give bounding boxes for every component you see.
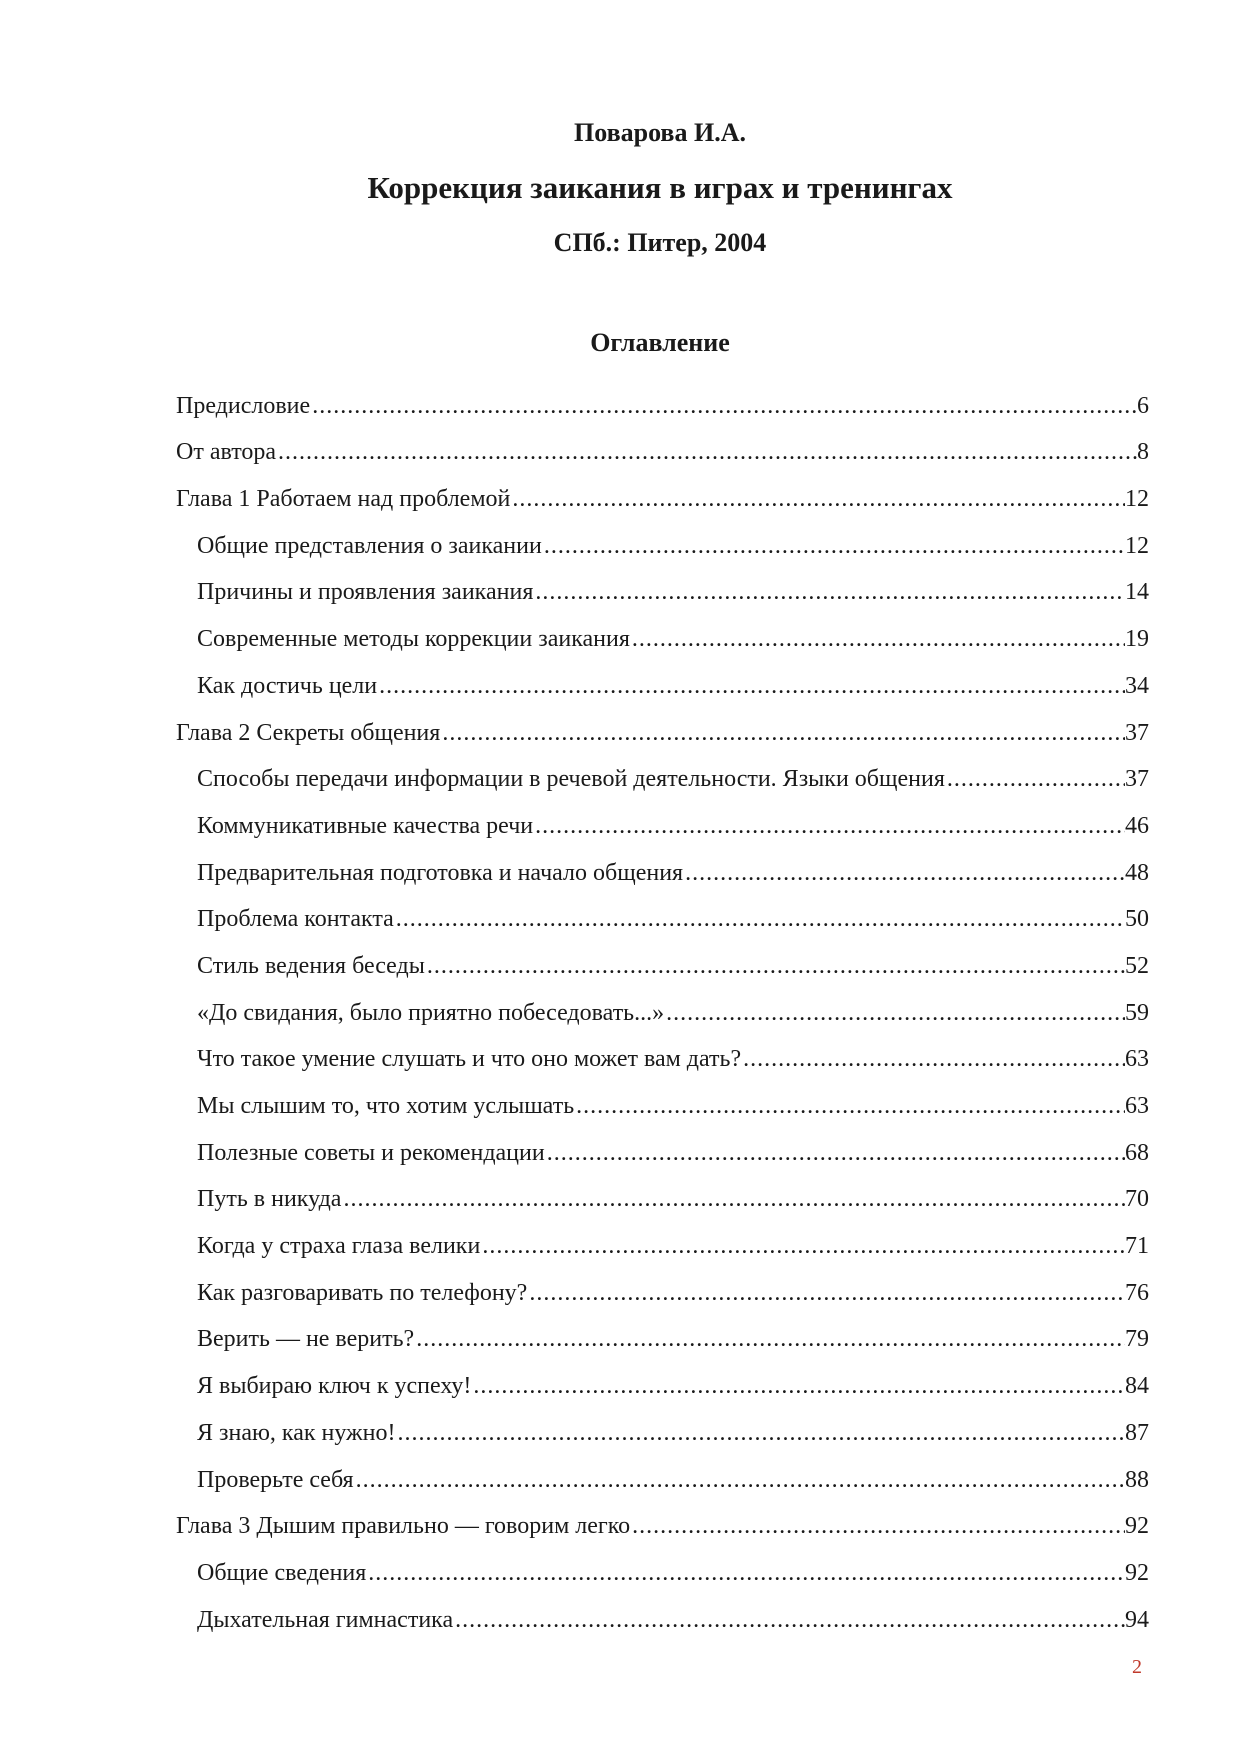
toc-entry[interactable] [176,561,1149,608]
toc-dot-leader [354,1465,1125,1495]
toc-entry-label: Верить — не верить? [197,1326,415,1353]
book-publisher: СПб.: Питер, 2004 [553,228,767,257]
toc-entry-page: 12 [1125,486,1149,513]
toc-entry-page: 79 [1125,1326,1149,1353]
toc-entry-label: Проверьте себя [197,1466,354,1493]
toc-entry[interactable] [176,421,1149,468]
toc-dot-leader [425,951,1125,981]
toc-entry[interactable] [176,1168,1149,1215]
toc-entry[interactable] [176,701,1149,748]
toc-entry-page: 68 [1125,1139,1149,1166]
toc-entry-page: 48 [1125,859,1149,886]
toc-entry[interactable] [176,1401,1149,1448]
toc-entry[interactable] [176,1308,1149,1355]
toc-entry-label: Проблема контакта [197,906,394,933]
toc-dot-leader [630,624,1125,654]
toc-dot-leader [310,391,1137,421]
toc-entry[interactable] [176,1074,1149,1121]
toc-entry[interactable] [176,1214,1149,1261]
toc-dot-leader [453,1605,1125,1635]
toc-entry-page: 92 [1125,1559,1149,1586]
toc-dot-leader [945,764,1125,794]
toc-entry-page: 84 [1125,1373,1149,1400]
toc-dot-leader [527,1278,1125,1308]
toc-heading: Оглавление [590,328,730,357]
toc-entry-page: 76 [1125,1279,1149,1306]
toc-entry[interactable] [176,1541,1149,1588]
toc-dot-leader [471,1371,1125,1401]
toc-entry-label: Я выбираю ключ к успеху! [197,1373,472,1400]
toc-entry[interactable] [176,607,1149,654]
toc-dot-leader [440,718,1125,748]
toc-dot-leader [341,1184,1125,1214]
book-author: Поварова И.А. [574,118,746,147]
toc-entry-label: Что такое умение слушать и что оно может вам дать? [197,1046,742,1073]
toc-entry-page: 19 [1125,626,1149,653]
table-of-contents [176,374,1149,1635]
toc-entry[interactable] [176,654,1149,701]
toc-entry[interactable] [176,514,1149,561]
toc-entry-label: Как достичь цели [197,672,378,699]
toc-entry[interactable] [176,374,1149,421]
toc-entry[interactable] [176,1495,1149,1542]
toc-entry[interactable] [176,1261,1149,1308]
toc-dot-leader [741,1044,1125,1074]
toc-entry-label: Общие представления о заикании [197,532,542,559]
toc-entry-page: 37 [1125,766,1149,793]
toc-entry-page: 88 [1125,1466,1149,1493]
toc-entry-label: Предварительная подготовка и начало общения [197,859,684,886]
toc-dot-leader [683,858,1125,888]
toc-entry[interactable] [176,467,1149,514]
toc-dot-leader [533,577,1125,607]
toc-entry-label: Когда у страха глаза велики [197,1233,481,1260]
toc-entry-page: 92 [1125,1513,1149,1540]
toc-entry-label: Стиль ведения беседы [197,952,425,979]
toc-dot-leader [395,1418,1125,1448]
toc-entry[interactable] [176,888,1149,935]
toc-dot-leader [630,1511,1125,1541]
toc-entry[interactable] [176,934,1149,981]
toc-entry-label: Способы передачи информации в речевой деятельности. Языки общения [197,766,945,793]
toc-entry[interactable] [176,1354,1149,1401]
toc-dot-leader [394,904,1125,934]
toc-entry[interactable] [176,841,1149,888]
toc-entry-label: Полезные советы и рекомендации [197,1139,545,1166]
toc-entry-page: 34 [1125,672,1149,699]
toc-entry-page: 87 [1125,1419,1149,1446]
toc-entry[interactable] [176,1588,1149,1635]
toc-entry[interactable] [176,748,1149,795]
toc-dot-leader [545,1138,1125,1168]
toc-entry[interactable] [176,981,1149,1028]
toc-entry-label: Предисловие [176,392,311,419]
toc-dot-leader [276,437,1137,467]
toc-entry-label: Причины и проявления заикания [197,579,534,606]
toc-entry-page: 50 [1125,906,1149,933]
toc-entry-label: «До свидания, было приятно побеседовать...» [197,999,665,1026]
toc-entry-page: 6 [1137,392,1149,419]
toc-entry[interactable] [176,1448,1149,1495]
toc-entry-page: 63 [1125,1046,1149,1073]
toc-entry-page: 12 [1125,532,1149,559]
toc-dot-leader [366,1558,1125,1588]
book-title: Коррекция заикания в играх и тренингах [367,170,953,205]
toc-entry-page: 52 [1125,952,1149,979]
toc-entry-page: 46 [1125,812,1149,839]
toc-entry-label: Путь в никуда [197,1186,342,1213]
toc-entry-page: 70 [1125,1186,1149,1213]
toc-entry[interactable] [176,1028,1149,1075]
toc-entry-label: Как разговаривать по телефону? [197,1279,528,1306]
toc-entry-page: 14 [1125,579,1149,606]
toc-entry-label: От автора [176,439,277,466]
toc-entry-page: 63 [1125,1093,1149,1119]
toc-entry-page: 37 [1125,719,1149,746]
toc-entry-label: Глава 3 Дышим правильно — говорим легко [176,1513,631,1540]
toc-dot-leader [377,671,1125,701]
toc-dot-leader [533,811,1125,841]
toc-entry-label: Мы слышим то, что хотим услышать [197,1093,575,1119]
toc-entry-page: 59 [1125,999,1149,1026]
toc-entry-label: Коммуникативные качества речи [197,812,534,839]
toc-entry[interactable] [176,794,1149,841]
toc-dot-leader [480,1231,1125,1261]
toc-entry-page: 71 [1125,1233,1149,1260]
toc-dot-leader [574,1091,1125,1121]
toc-entry-label: Я знаю, как нужно! [197,1419,396,1446]
page-number: 2 [1132,1656,1142,1678]
toc-dot-leader [664,998,1125,1028]
toc-dot-leader [414,1324,1125,1354]
toc-entry-label: Дыхательная гимнастика [197,1606,454,1633]
toc-dot-leader [542,531,1125,561]
toc-entry[interactable] [176,1121,1149,1168]
toc-entry-label: Современные методы коррекции заикания [197,626,630,653]
toc-entry-label: Общие сведения [197,1559,367,1586]
toc-entry-label: Глава 2 Секреты общения [176,719,441,746]
toc-entry-page: 94 [1125,1606,1149,1633]
toc-entry-label: Глава 1 Работаем над проблемой [176,486,511,513]
toc-dot-leader [510,484,1125,514]
toc-entry-page: 8 [1137,439,1149,466]
